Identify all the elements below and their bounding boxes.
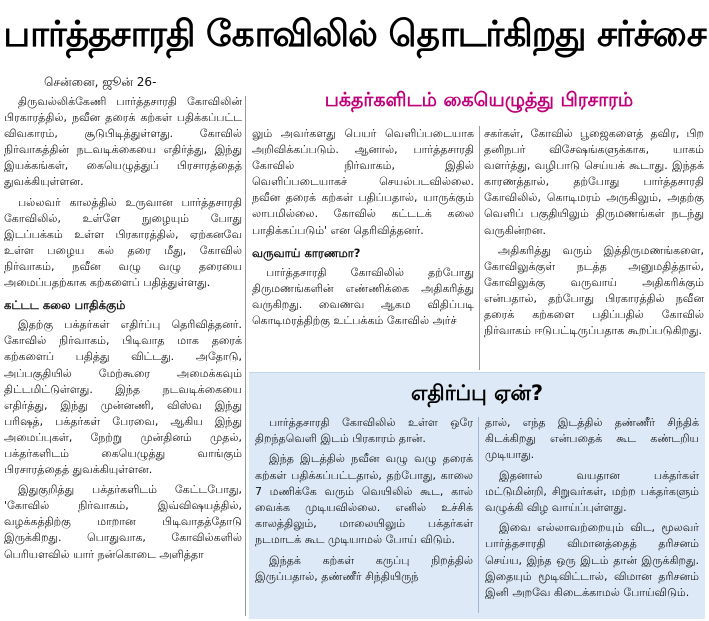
subheadline: பக்தர்களிடம் கையெழுத்து பிரசாரம் [324, 89, 634, 111]
paragraph: சகர்கள், கோவில் பூஜைகளைத் தவிர, பிற தனிநபர் விசேஷங்களுக்காக, யாகம் வளர்த்து, வழிபாடு செய்யக் கூடாது. இந்தக் காரணத்தால், தற்போது பார்த்தசாரதி கோவிலில், கொடிமரம் அருகிலும், அதற்கு வெளிப் பகுதியிலும் திருமணங்கள் நடந்து வருகின்றன. [484, 127, 704, 237]
column-2 [252, 126, 474, 370]
box-column-divider [478, 417, 479, 613]
box-title: எதிர்ப்பு ஏன்? [410, 381, 544, 405]
paragraph: தால், எந்த இடத்தில் தண்ணீர் சிந்திக் கிடக்கிறது என்பதைக் கூட கண்டறிய முடியாது. [485, 416, 699, 462]
box-column-right [485, 415, 699, 615]
paragraph: பார்த்தசாரதி கோவிலில் தற்போது திருமணங்களின் எண்ணிக்கை அதிகரித்து வருகிறது. வைணவ ஆகம விதிப்படி கொடிமரத்திற்கு உட்பக்கம் கோவில் அர்ச் [252, 265, 474, 328]
paragraph: பார்த்தசாரதி கோவிலில் உள்ள ஒரே திறந்தவெளி இடம் பிரகாரம் தான். [255, 416, 473, 446]
paragraph: இதுகுறித்து பக்தர்களிடம் கேட்டபோது, 'கோவில் நிர்வாகம், இவ்விஷயத்தில், வழக்கத்திற்கு மாறான பிடிவாதத்தோடு இருக்கிறது. பொதுவாக, கோவில்களில் பெரியளவில் யார் நன்கொடை அளித்தா [4, 483, 242, 561]
section-heading: கட்டட கலை பாதிக்கும் [4, 298, 126, 313]
paragraph: இந்த இடத்தில் நவீன வழு வழு தரைக் கற்கள் பதிக்கப்பட்டதால், தற்போது, காலை 7 மணிக்கே வரும் வெயிலில் கூட, கால் வைக்க முடியவில்லை. எனில் உச்சிக் காலத்திலும், மாலையிலும் பக்தர்கள் நடமாடக் கூட முடியாமல் போய் விடும். [255, 452, 473, 547]
sidebar-box [249, 372, 705, 619]
section-heading: வருவாய் காரணமா? [252, 245, 361, 260]
paragraph: அதிகரித்து வரும் இத்திருமணங்களை, கோவிலுக்குள் நடத்த அனுமதித்தால், கோவிலுக்கு வருவாய் அதிகரிக்கும் என்பதால், தற்போது பிரகாரத்தில் நவீன தரைக் கற்களை பதிப்பதில் கோவில் நிர்வாகம் ஈடுபட்டிருப்பதாக கூறப்படுகிறது. [484, 243, 704, 338]
dateline: சென்னை, ஜூன் 26- [44, 75, 157, 89]
paragraph: பல்லவர் காலத்தில் உருவான பார்த்தசாரதி கோவிலில், உள்ளே நுழையும் போது இடப்பக்கம் உள்ள பிரகாரத்தில், ஏற்கனவே உள்ள பழைய கல் தரை மீது, கோவில் நிர்வாகம், நவீன வழு வழு தரையை அமைப்பதற்காக கற்களைப் பதித்துள்ளது. [4, 195, 242, 290]
paragraph: இந்தக் கற்கள் கருப்பு நிறத்தில் இருப்பதால், தண்ணீர் சிந்தியிருந் [255, 553, 473, 583]
box-column-left [255, 415, 473, 615]
paragraph: இதனால் வயதான பக்தர்கள் மட்டுமின்றி, சிறுவர்கள், மற்ற பக்தர்களும் வழுக்கி விழ வாய்ப்புள்ளது. [485, 468, 699, 515]
paragraph: இவை எல்லாவற்றையும் விட, மூலவர் பார்த்தசாரதி விமானத்தைத் தரிசனம் செய்ய, இந்த ஒரு இடம் தான் இருக்கிறது. இதையும் மூடிவிட்டால், விமான தரிசனம் இனி அறவே கிடைக்காமல் போய்விடும். [485, 521, 699, 600]
column-divider [479, 126, 480, 370]
column-3 [484, 126, 704, 370]
paragraph: இதற்கு பக்தர்கள் எதிர்ப்பு தெரிவித்தனர். கோவில் நிர்வாகம், பிடிவாத மாக தரைக் கற்களைப் பதித்து விட்டது. அதோடு, அப்பகுதியில் மேற்கூரை அமைக்கவும் திட்டமிட்டுள்ளது. இந்த நடவடிக்கையை எதிர்த்து, இந்து முன்னணி, விஸ்வ இந்து பரிஷத், பக்தர்கள் பேரவை, ஆகிய இந்து அமைப்புகள், நேற்று முன்தினம் முதல், பக்தர்களிடம் கையெழுத்து வாங்கும் பிரசாரத்தைத் துவக்கியுள்ளன. [4, 318, 242, 477]
paragraph: லும் அவர்களது பெயர் வெளிப்படையாக அறிவிக்கப்படும். ஆனால், பார்த்தசாரதி கோவில் நிர்வாகம், இதில் வெளிப்படையாகச் செயல்படவில்லை. நவீன தரைக் கற்கள் பதிப்பதால், யாருக்கும் லாபமில்லை. கோவில் கட்டடக் கலை பாதிக்கப்படும்' என தெரிவித்தனர். [252, 127, 474, 237]
column-divider [245, 96, 246, 616]
headline: பார்த்தசாரதி கோவிலில் தொடர்கிறது சர்ச்சை [3, 14, 706, 55]
paragraph: திருவல்லிக்கேணி பார்த்தசாரதி கோவிலின் பிரகாரத்தில், நவீன தரைக் கற்கள் பதிக்கப்பட்ட விவகாரம், சூடுபிடித்துள்ளது. கோவில் நிர்வாகத்தின் நடவடிக்கையை எதிர்த்து, இந்து இயக்கங்கள், கையெழுத்துப் பிரசாரத்தைத் துவக்கியுள்ளன. [4, 95, 242, 189]
column-1 [4, 94, 242, 618]
